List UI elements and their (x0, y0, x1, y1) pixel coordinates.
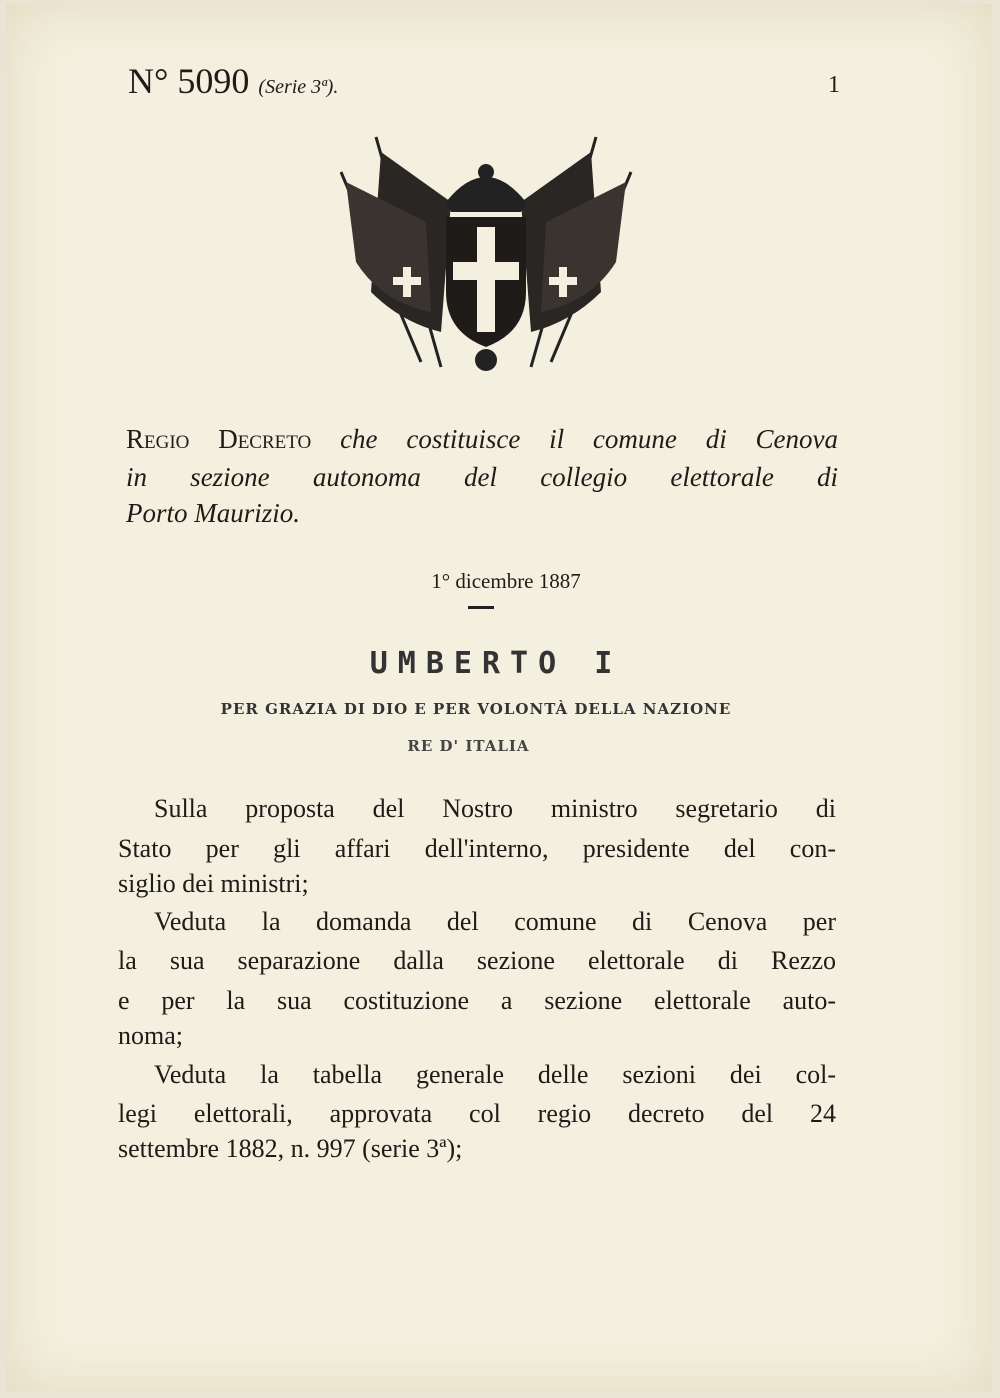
savoy-coat-of-arms-icon (331, 132, 641, 377)
royal-formula: PER GRAZIA DI DIO E PER VOLONTÀ DELLA NAZIONE (220, 700, 732, 718)
decree-type: Regio Decreto (126, 424, 312, 454)
body-line: e per la sua costituzione a sezione elettorale auto- (118, 986, 836, 1015)
body-line: Stato per gli affari dell'interno, presidente del con- (118, 834, 836, 863)
decree-title-line-3: Porto Maurizio. (126, 498, 301, 528)
king-name: UMBERTO I (369, 646, 623, 681)
decree-date: 1° dicembre 1887 (431, 569, 581, 593)
decree-number (128, 60, 338, 102)
royal-title: RE D' ITALIA (407, 737, 530, 755)
decree-title-line-1 (126, 424, 838, 455)
body-line: settembre 1882, n. 997 (serie 3ª); (118, 1134, 463, 1163)
body-line: legi elettorali, approvata col regio decreto del 24 (118, 1099, 836, 1128)
page-number: 1 (828, 72, 840, 98)
decree-number-text: N° 5090 (128, 61, 250, 101)
document-page (6, 4, 992, 1392)
body-line: Veduta la tabella generale delle sezioni dei col- (154, 1060, 836, 1089)
divider (468, 606, 494, 609)
body-line: Veduta la domanda del comune di Cenova per (154, 907, 836, 936)
body-line: noma; (118, 1021, 183, 1050)
body-line: la sua separazione dalla sezione elettorale di Rezzo (118, 946, 836, 975)
series-label: (Serie 3ª). (258, 76, 339, 98)
decree-title-line-2: in sezione autonoma del collegio elettorale di (126, 462, 838, 492)
body-line: siglio dei ministri; (118, 869, 309, 898)
decree-subject: che costituisce il comune di Cenova (340, 424, 839, 454)
body-line: Sulla proposta del Nostro ministro segretario di (154, 794, 836, 823)
